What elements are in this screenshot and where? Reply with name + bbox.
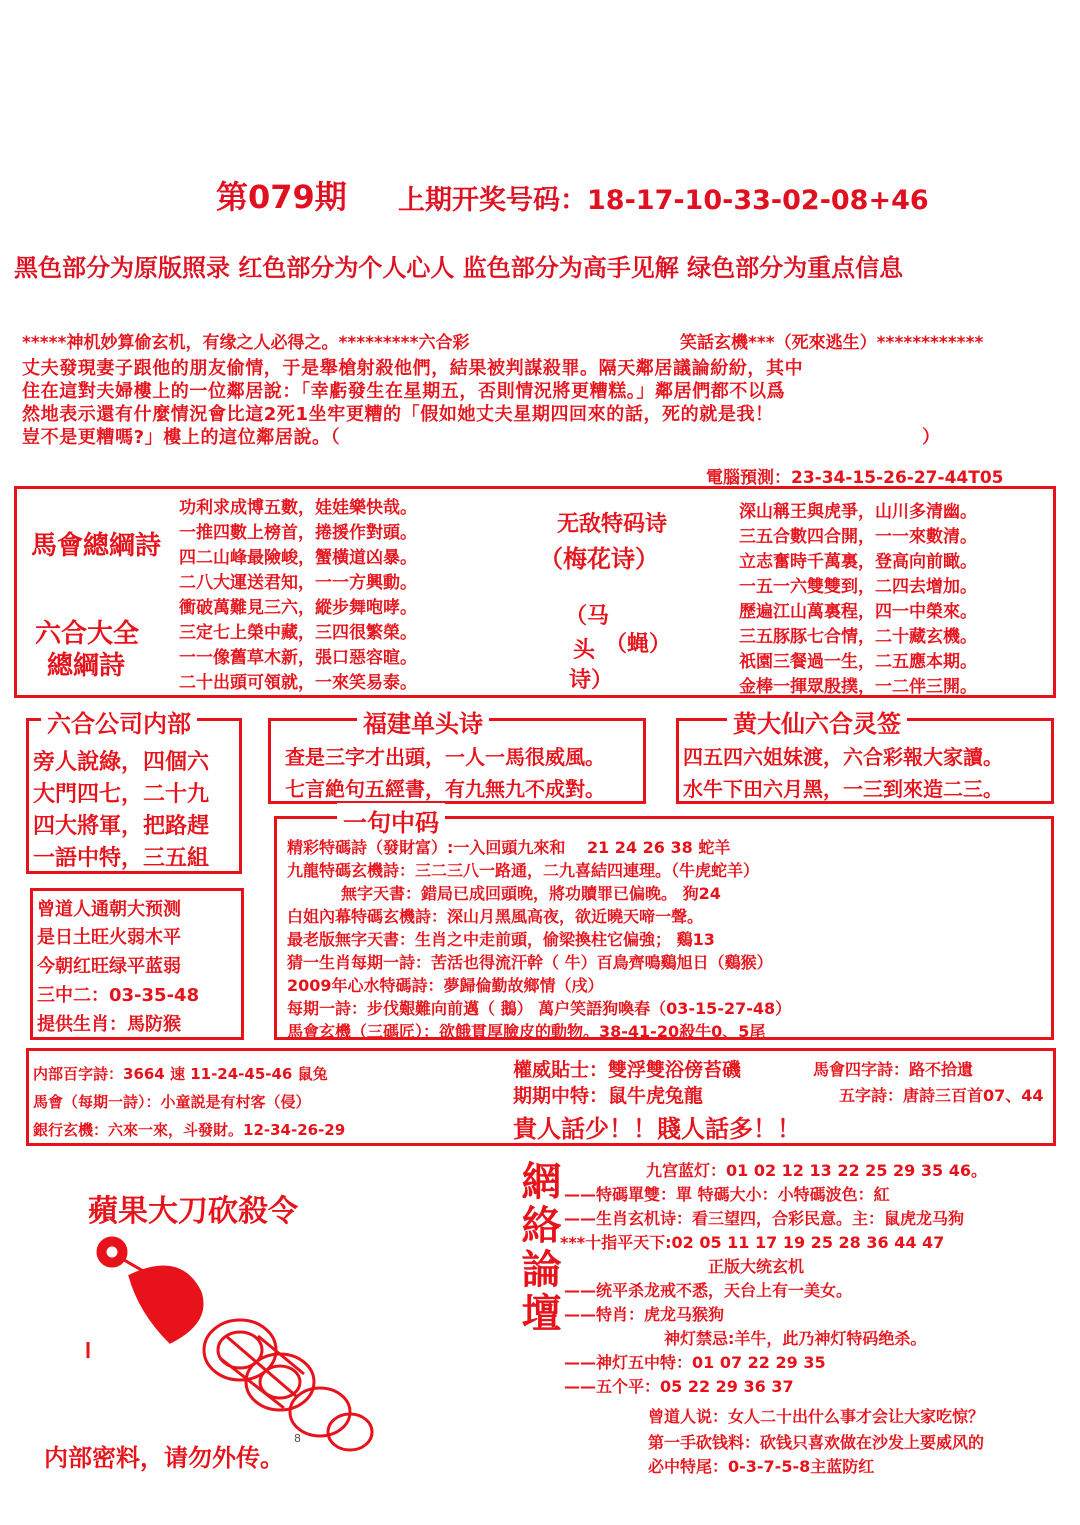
mid-horse-3: 诗） <box>569 668 614 693</box>
yiju-line: 馬會玄機（三碼匠）：欲餓貫厚臉皮的動物。38-41-20殺牛0、5尾 <box>287 1022 766 1041</box>
poem-line: 金棒一揮眾殷撲，一二伴三開。 <box>739 677 977 697</box>
forum-line: ***十指平天下:02 05 11 17 19 25 28 36 44 47 <box>560 1233 945 1252</box>
yiju-line: 無字天書：錯局已成回頭晚，將功贖罪已偏晚。 狗24 <box>341 884 721 903</box>
poem-line: 深山稱王與虎爭，山川多清幽。 <box>739 502 977 522</box>
last-draw-numbers: 上期开奖号码：18-17-10-33-02-08+46 <box>398 185 929 216</box>
poem-label-liuhe: 六合大全 <box>35 619 140 649</box>
forum-line: 神灯禁忌:羊牛，此乃神灯特码绝杀。 <box>664 1329 927 1348</box>
poem-line: 四二山峰最險峻，蟹橫道凶暴。 <box>179 548 417 568</box>
apple-footer: 内部密料，请勿外传。 <box>44 1444 284 1472</box>
company-line: 旁人說綠，四個六 <box>33 750 210 775</box>
yiju-box <box>274 809 1054 1041</box>
authority-tip: 權威貼士：雙浮雙浴傍苔磯 <box>513 1059 742 1081</box>
huang-line: 四五四六姐妹渡，六合彩報大家讀。 <box>683 745 1003 769</box>
poem-line: 歷遍江山萬裏程，四一中榮來。 <box>739 602 977 622</box>
forum-vertical-title: 網絡論壇 <box>515 1160 561 1336</box>
poem-line: 祇園三餐過一生，二五應本期。 <box>739 652 977 672</box>
joke-paren-close: ） <box>922 427 940 448</box>
joke-line: 住在這對夫婦樓上的一位鄰居說：「幸虧發生在星期五，否則情況將更糟糕。」鄰居們都不以爲 <box>22 381 786 402</box>
mid-title: 无敌特码诗 <box>557 512 668 537</box>
company-title: 六合公司内部 <box>41 704 197 739</box>
poem-line: 二八大運送君知，一一方興動。 <box>179 573 417 593</box>
yiju-line: 猜一生肖每期一詩：苦活也得流汗幹（ 牛）百鳥齊鳴鷄旭日（鷄猴） <box>287 953 773 972</box>
huang-line: 水牛下田六月黑，一三到來造二三。 <box>683 777 1003 801</box>
sword-icon <box>70 1232 390 1472</box>
mid-horse-2: 头 <box>573 638 596 663</box>
company-line: 大門四七，二十九 <box>33 782 210 807</box>
company-line: 四大將軍，把路趕 <box>33 814 210 839</box>
poem-box <box>14 486 1056 698</box>
computer-forecast: 電腦預測：23-34-15-26-27-44T05 <box>706 468 1004 488</box>
internal-left-line: 銀行玄機：六來一來，斗發財。12-34-26-29 <box>33 1121 346 1139</box>
joke-line: 然地表示還有什麼情況會比這2死1坐牢更糟的「假如她丈夫星期四回來的話，死的就是我！ <box>22 404 774 425</box>
forum-line: ——统平杀龙戒不悉，天台上有一美女。 <box>564 1281 853 1300</box>
yiju-line: 每期一詩：步伐艱難向前邁（ 鵝） 萬户笑語狗喚春（03-15-27-48） <box>287 999 792 1018</box>
forum-line: 第一手砍钱料：砍钱只喜欢做在沙发上要威风的 <box>648 1433 985 1452</box>
poem-line: 衝破萬難見三六，縱步舞咆哮。 <box>179 598 417 618</box>
forum-line: 曾道人说：女人二十出什么事才会让大家吃惊？ <box>648 1407 985 1426</box>
yiju-line: 2009年心水特碼詩：夢歸倫勤故鄉情（戌） <box>287 976 604 995</box>
forum-line: 正版大统玄机 <box>708 1257 805 1276</box>
zengdao-line: 三中二：03-35-48 <box>37 985 200 1006</box>
fujian-box <box>268 710 646 804</box>
huang-title: 黄大仙六合灵签 <box>727 704 907 739</box>
yiju-title: 一句中码 <box>337 803 445 838</box>
poem-line: 一一像舊草木新，張口惡容暄。 <box>179 648 417 668</box>
forum-line: ——生肖玄机诗：看三望四，合彩民意。主：鼠虎龙马狗 <box>564 1209 965 1228</box>
slogan: 貴人話少！！賤人話多！！ <box>513 1115 801 1143</box>
internal-box <box>26 1048 1056 1146</box>
poem-line: 二十出頭可領就，一來笑易泰。 <box>179 673 417 693</box>
zengdao-line: 提供生肖：馬防猴 <box>37 1014 181 1035</box>
forum-line: ——特肖：虎龙马猴狗 <box>564 1305 725 1324</box>
forum-line: ——五个平：05 22 29 36 37 <box>564 1377 794 1396</box>
zengdao-box <box>30 888 244 1040</box>
poem-label-mahui: 馬會總綱詩 <box>31 531 162 561</box>
yiju-line: 精彩特碼詩（發財富）:一入回頭九來和 21 24 26 38 蛇羊 <box>287 838 731 857</box>
forum-line: ——特碼單雙：單 特碼大小：小特碼波色：紅 <box>564 1185 890 1204</box>
issue-number: 第079期 <box>216 178 347 216</box>
poem-line: 一五一六雙雙到，二四去增加。 <box>739 577 977 597</box>
poem-line: 立志奮時千萬裏，登高向前瞰。 <box>739 552 977 572</box>
yiju-line: 最老版無字天書：生肖之中走前頭，偷梁換柱它偏強； 鷄13 <box>287 930 715 949</box>
forum-line: ——神灯五中特：01 07 22 29 35 <box>564 1353 826 1372</box>
forum-line: 九宫蓝灯：01 02 12 13 22 25 29 35 46。 <box>646 1161 987 1180</box>
five-char-poem: 五字詩：唐詩三百首07、44 <box>839 1086 1044 1105</box>
zengdao-title: 曾道人通朝大预测 <box>37 899 181 920</box>
zengdao-line: 今朝红旺绿平蓝弱 <box>37 956 181 977</box>
joke-header-right: 笑話玄機***（死來逃生）************ <box>680 333 984 353</box>
internal-left-line: 内部百字詩：3664 速 11-24-45-46 鼠兔 <box>33 1065 328 1083</box>
fujian-line: 七言絶句五經書，有九無九不成對。 <box>285 777 605 801</box>
mid-subtitle: （梅花诗） <box>539 545 659 573</box>
poem-line: 功利求成博五數，娃娃樂快哉。 <box>179 498 417 518</box>
poem-line: 三五合數四合開，一一來數清。 <box>739 527 977 547</box>
poem-line: 三定七上榮中藏，三四很繁榮。 <box>179 623 417 643</box>
fujian-title: 福建单头诗 <box>357 704 489 739</box>
apple-title: 蘋果大刀砍殺令 <box>88 1194 298 1229</box>
poem-line: 一推四數上榜首，捲援作對頭。 <box>179 523 417 543</box>
company-box <box>26 710 242 874</box>
joke-line: 豈不是更糟嗎?」樓上的這位鄰居說。（ <box>22 427 341 448</box>
forum-line: 必中特尾：0-3-7-5-8主蓝防红 <box>648 1457 875 1476</box>
joke-header-left: *****神机妙算偷玄机，有缘之人必得之。*********六合彩 <box>22 333 470 353</box>
page-number: 8 <box>294 1432 301 1445</box>
huang-box <box>676 710 1054 804</box>
joke-line: 丈夫發現妻子跟他的朋友偷情，于是舉槍射殺他們，結果被判謀殺罪。隔天鄰居議論紛紛，其中 <box>22 358 804 379</box>
mahui-four-char: 馬會四字詩：路不拾遺 <box>813 1060 974 1079</box>
mid-horse-1: （马 <box>565 604 610 629</box>
company-line: 一語中特，三五組 <box>33 846 210 871</box>
fujian-line: 查是三字才出頭，一人一馬很威風。 <box>285 745 605 769</box>
zengdao-line: 是日土旺火弱木平 <box>37 927 181 948</box>
poem-line: 三五豚豚七合情，二十藏玄機。 <box>739 627 977 647</box>
each-period-special: 期期中特：鼠牛虎兔龍 <box>513 1085 704 1107</box>
mid-paren: （蝇） <box>605 632 672 657</box>
yiju-line: 白姐內幕特碼玄機詩：深山月黑風高夜，欲近曉天啼一聲。 <box>287 907 704 926</box>
yiju-line: 九龍特碼玄機詩：三二三八一路通，二九喜結四連理。（牛虎蛇羊） <box>287 861 760 880</box>
internal-left-line: 馬會（每期一詩）：小童説是有村客（侵） <box>33 1093 311 1111</box>
color-legend: 黑色部分为原版照录 红色部分为个人心人 监色部分为高手见解 绿色部分为重点信息 <box>14 254 904 282</box>
poem-label-zonggang: 總綱詩 <box>47 651 126 681</box>
